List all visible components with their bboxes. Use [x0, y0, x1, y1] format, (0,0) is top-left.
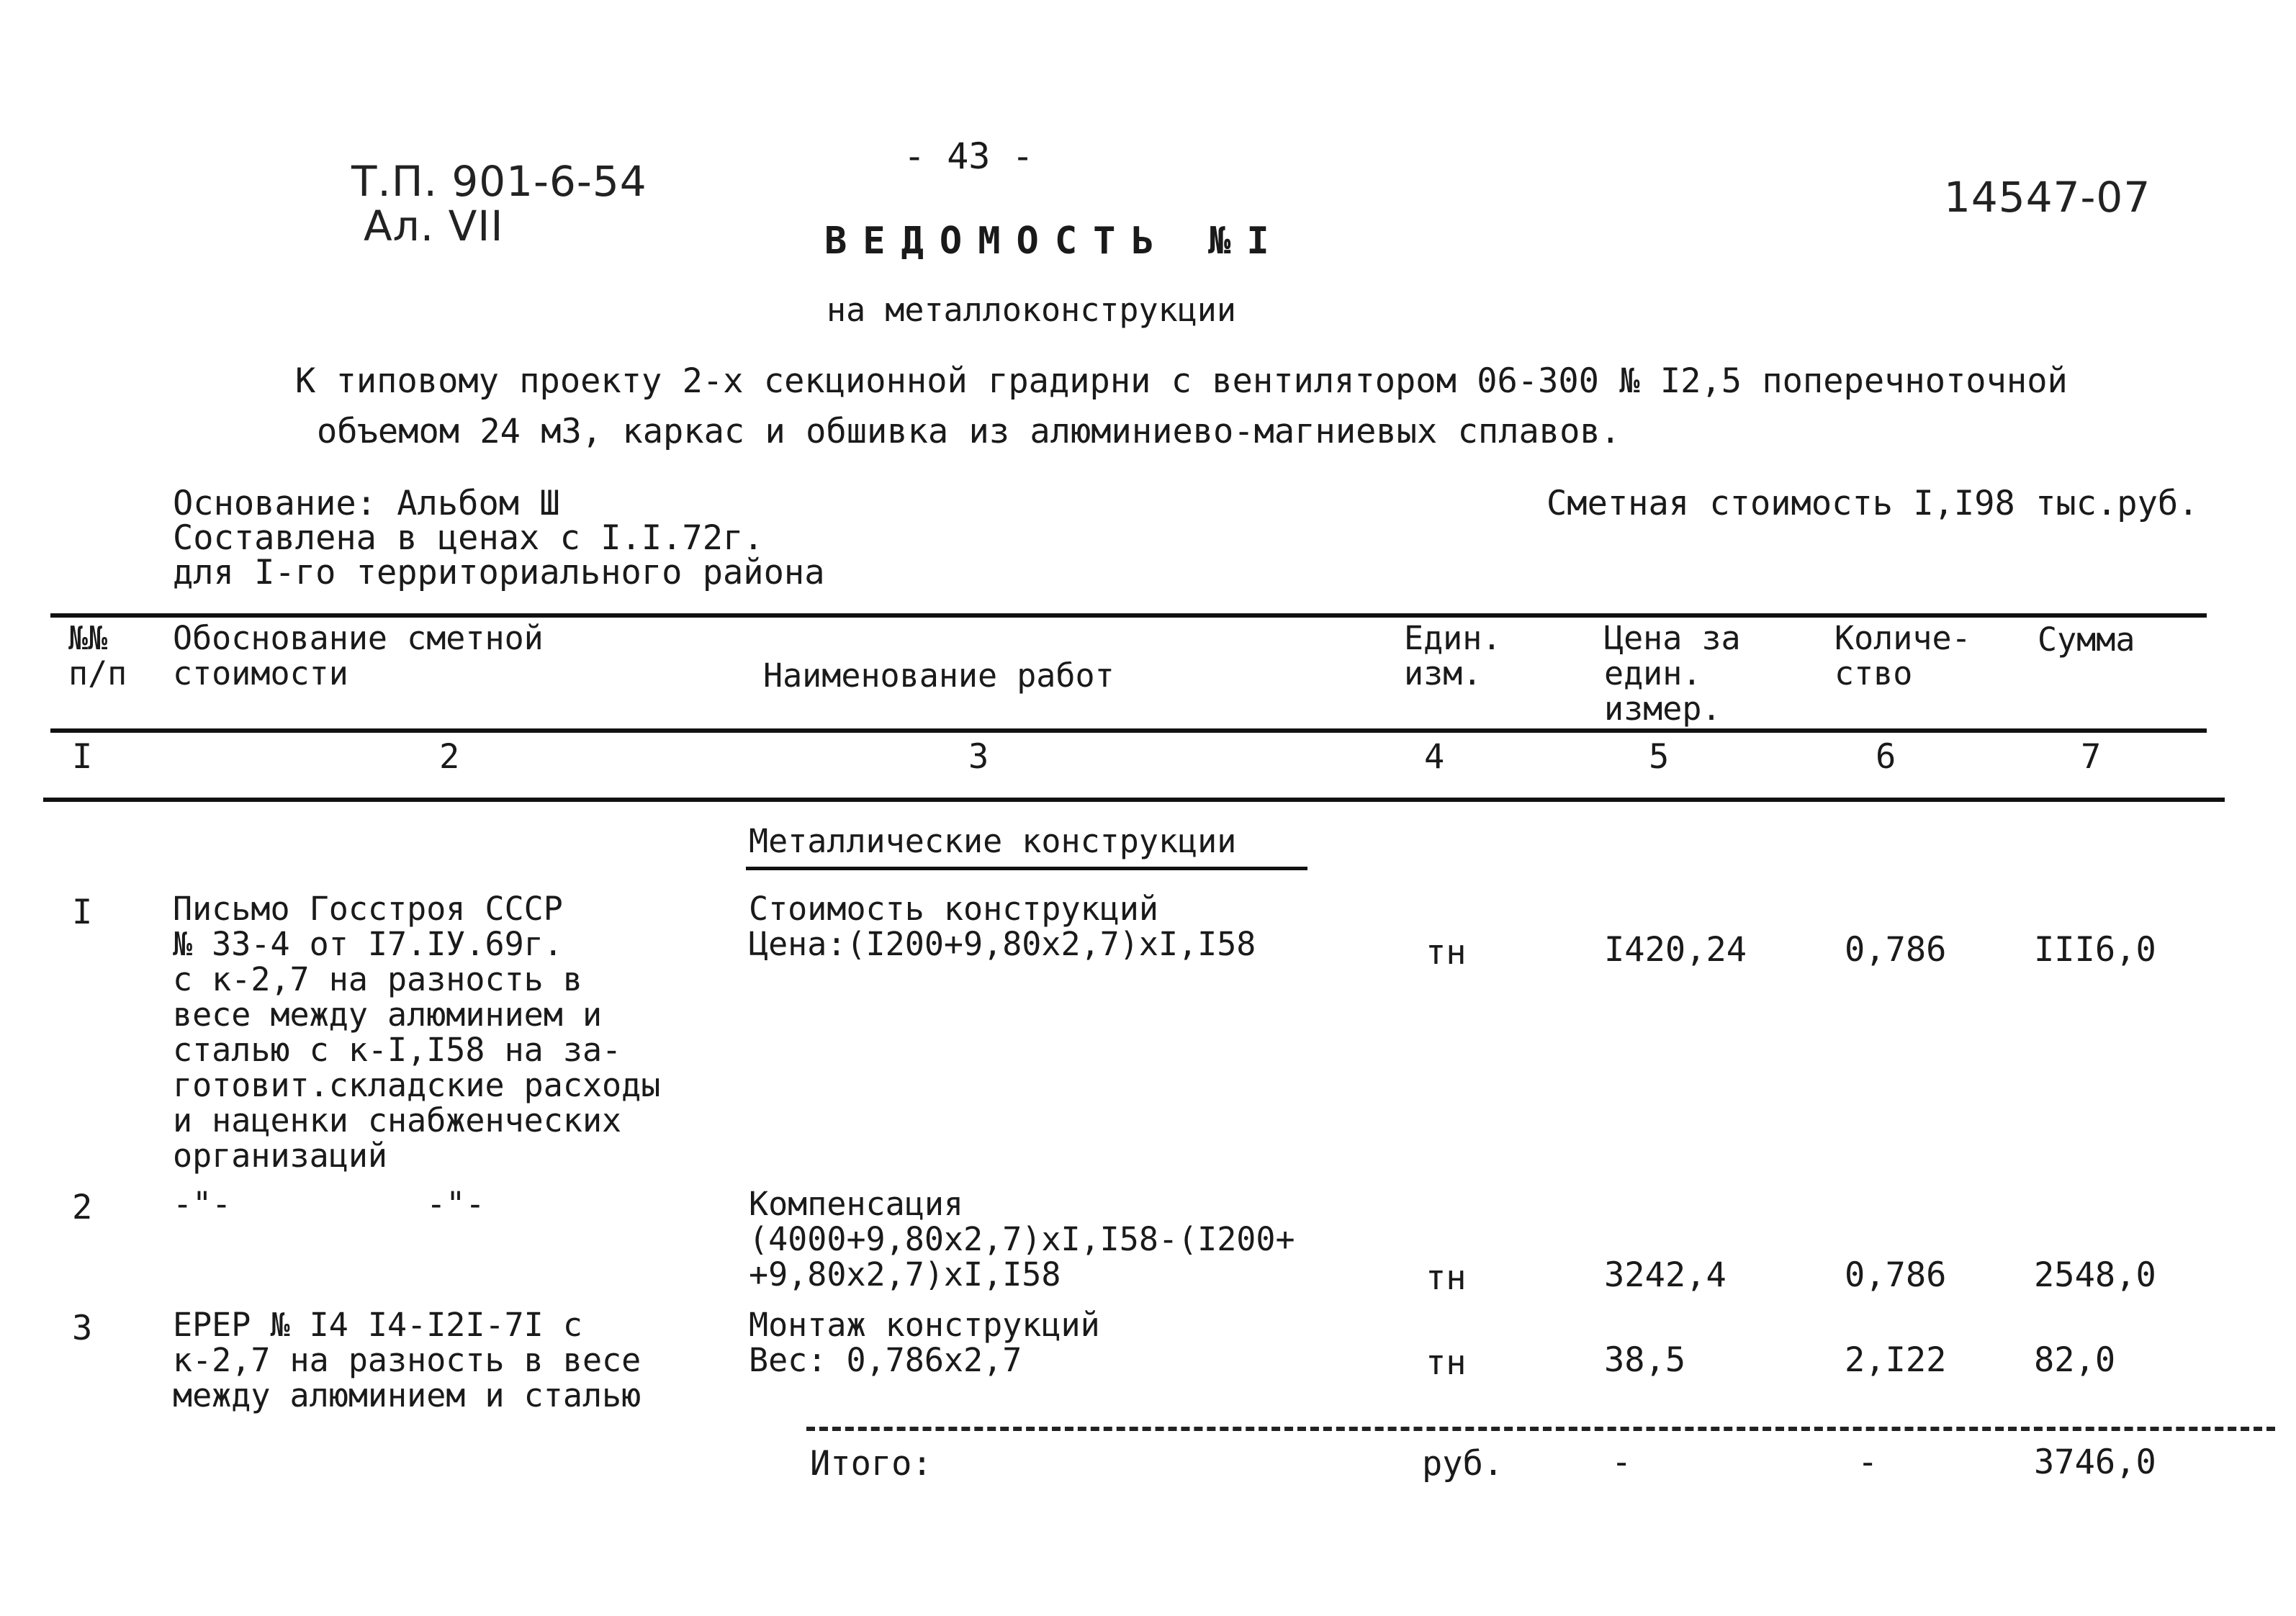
table-top-rule — [50, 613, 2207, 618]
row-2-basis: -"- -"- — [173, 1185, 485, 1223]
section-title-underline — [746, 867, 1307, 870]
header-sum: Сумма — [2038, 620, 2135, 659]
colnum-bottom-rule — [43, 798, 2225, 802]
total-label: Итого: — [810, 1444, 932, 1484]
row-1-number: I — [72, 893, 93, 932]
header-bottom-rule — [50, 728, 2207, 733]
page-number: - 43 - — [904, 135, 1034, 177]
total-dashed-rule — [806, 1427, 2275, 1431]
estimated-cost: Сметная стоимость I,I98 тыс.руб. — [1547, 484, 2199, 523]
row-1-price: I420,24 — [1604, 930, 1747, 970]
col-number-4: 4 — [1424, 737, 1445, 777]
description-line-1: К типовому проекту 2-х секционной градирни с вентилятором 06-300 № I2,5 поперечноточной — [295, 361, 2068, 401]
header-unit: Един. изм. — [1404, 619, 1502, 692]
col-number-3: 3 — [968, 737, 989, 777]
row-3-number: 3 — [72, 1309, 93, 1348]
col-number-1: I — [72, 737, 93, 777]
row-2-unit: тн — [1426, 1258, 1467, 1298]
col-number-7: 7 — [2081, 737, 2102, 777]
row-2-work: Компенсация (4000+9,80x2,7)xI,I58-(I200+ +9,80x2,7)xI,I58 — [749, 1185, 1295, 1294]
document-title: ВЕДОМОСТЬ №I — [824, 220, 1285, 263]
row-3-quantity: 2,I22 — [1845, 1340, 1947, 1380]
registration-number: 14547-07 — [1944, 173, 2151, 222]
row-2-price: 3242,4 — [1604, 1255, 1726, 1295]
row-1-unit: тн — [1426, 933, 1467, 972]
header-number: №№ п/п — [68, 619, 127, 692]
basis-line-3: для I-го территориального района — [173, 553, 825, 592]
row-1-sum: III6,0 — [2034, 930, 2156, 970]
row-3-sum: 82,0 — [2034, 1340, 2116, 1380]
row-3-price: 38,5 — [1604, 1340, 1686, 1380]
section-title: Металлические конструкции — [749, 822, 1237, 860]
total-sum: 3746,0 — [2034, 1443, 2156, 1482]
header-basis: Обоснование сметной стоимости — [173, 619, 544, 692]
row-3-basis: ЕРЕР № I4 I4-I2I-7I с к-2,7 на разность в весе между алюминием и сталью — [173, 1306, 641, 1414]
doc-code: Т.П. 901-6-54 — [351, 157, 647, 206]
total-price: - — [1611, 1443, 1632, 1482]
row-3-unit: тн — [1426, 1343, 1467, 1383]
album-code: Ал. VII — [364, 202, 504, 250]
row-2-sum: 2548,0 — [2034, 1255, 2156, 1295]
document-subtitle: на металлоконструкции — [827, 291, 1236, 329]
row-2-number: 2 — [72, 1188, 93, 1227]
header-quantity: Количе- ство — [1834, 619, 1971, 692]
basis-line-2: Составлена в ценах с I.I.72г. — [173, 518, 764, 558]
row-2-quantity: 0,786 — [1845, 1255, 1947, 1295]
row-1-basis: Письмо Госстроя СССР № 33-4 от I7.IУ.69г. с к-2,7 на разность в весе между алюминием и сталью с к-I,I58 на за- готовит.складские расходы и наценки снабженческих организаций — [173, 890, 661, 1175]
row-1-quantity: 0,786 — [1845, 930, 1947, 970]
header-unit-price: Цена за един. измер. — [1604, 619, 1741, 728]
col-number-6: 6 — [1876, 737, 1896, 777]
total-quantity: - — [1858, 1443, 1878, 1482]
header-work-name: Наименование работ — [763, 656, 1115, 695]
col-number-2: 2 — [439, 737, 460, 777]
col-number-5: 5 — [1649, 737, 1670, 777]
basis-line-1: Основание: Альбом Ш — [173, 484, 560, 523]
row-3-work: Монтаж конструкций Вес: 0,786x2,7 — [749, 1306, 1100, 1379]
row-1-work: Стоимость конструкций Цена:(I200+9,80x2,7)xI,I58 — [749, 890, 1256, 963]
total-unit: руб. — [1422, 1444, 1504, 1484]
description-line-2: объемом 24 м3, каркас и обшивка из алюминиево-магниевых сплавов. — [317, 412, 1621, 451]
